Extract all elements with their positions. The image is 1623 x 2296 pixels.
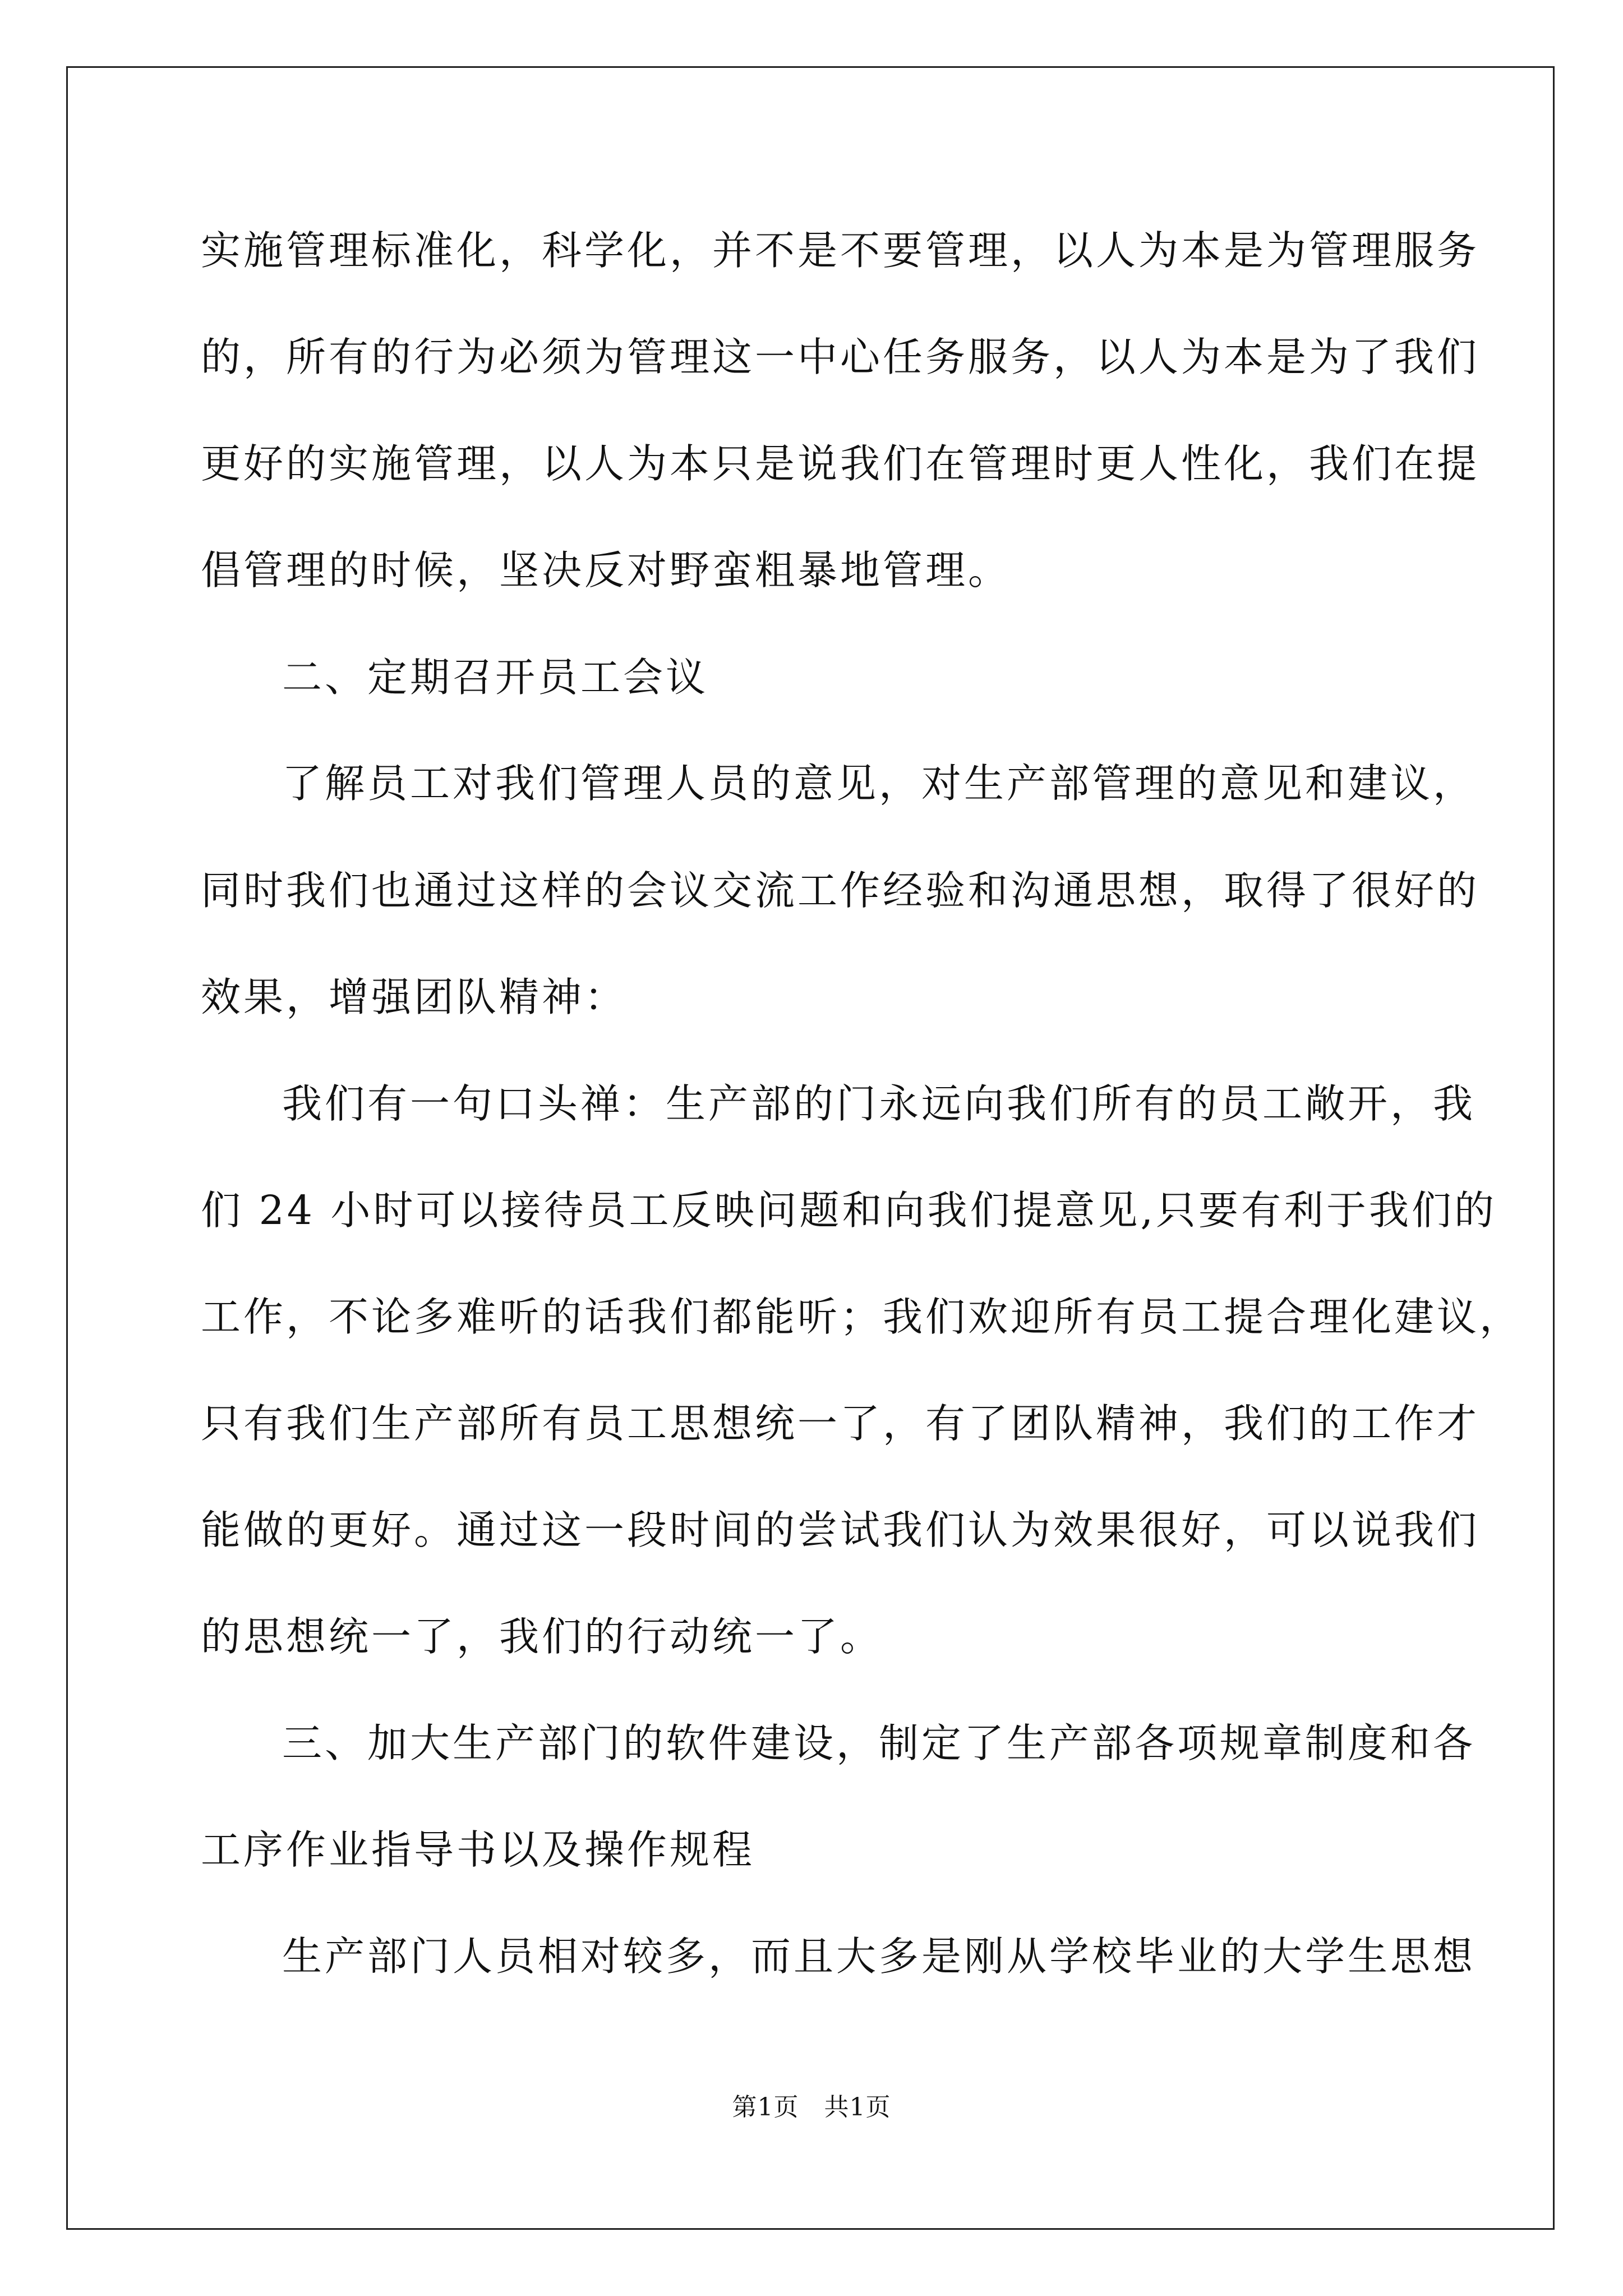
body-line: 了解员工对我们管理人员的意见，对生产部管理的意见和建议，: [282, 760, 1476, 807]
body-line: 能做的更好。通过这一段时间的尝试我们认为效果很好，可以说我们: [201, 1507, 1480, 1553]
body-line: 实施管理标准化，科学化，并不是不要管理，以人为本是为管理服务: [201, 227, 1480, 274]
body-line: 们 24 小时可以接待员工反映问题和向我们提意见,只要有利于我们的: [201, 1187, 1497, 1234]
body-line: 同时我们也通过这样的会议交流工作经验和沟通思想，取得了很好的: [201, 867, 1480, 914]
page-number-footer: 第1页 共1页: [732, 2093, 891, 2122]
body-line: 更好的实施管理，以人为本只是说我们在管理时更人性化，我们在提: [201, 440, 1480, 487]
section-heading: 三、加大生产部门的软件建设，制定了生产部各项规章制度和各: [282, 1720, 1476, 1766]
body-line: 效果，增强团队精神：: [201, 974, 628, 1020]
body-line: 我们有一句口头禅：生产部的门永远向我们所有的员工敞开，我: [282, 1080, 1476, 1127]
body-line: 倡管理的时候，坚决反对野蛮粗暴地管理。: [201, 547, 1011, 593]
body-line: 的，所有的行为必须为管理这一中心任务服务，以人为本是为了我们: [201, 334, 1480, 380]
body-line: 生产部门人员相对较多，而且大多是刚从学校毕业的大学生思想: [282, 1933, 1476, 1980]
page-border: [66, 66, 1555, 2230]
body-line: 只有我们生产部所有员工思想统一了，有了团队精神，我们的工作才: [201, 1400, 1480, 1447]
body-line: 的思想统一了，我们的行动统一了。: [201, 1613, 883, 1660]
section-heading-continuation: 工序作业指导书以及操作规程: [201, 1826, 755, 1873]
body-line: 工作，不论多难听的话我们都能听；我们欢迎所有员工提合理化建议，: [201, 1294, 1523, 1340]
section-heading: 二、定期召开员工会议: [282, 654, 709, 701]
